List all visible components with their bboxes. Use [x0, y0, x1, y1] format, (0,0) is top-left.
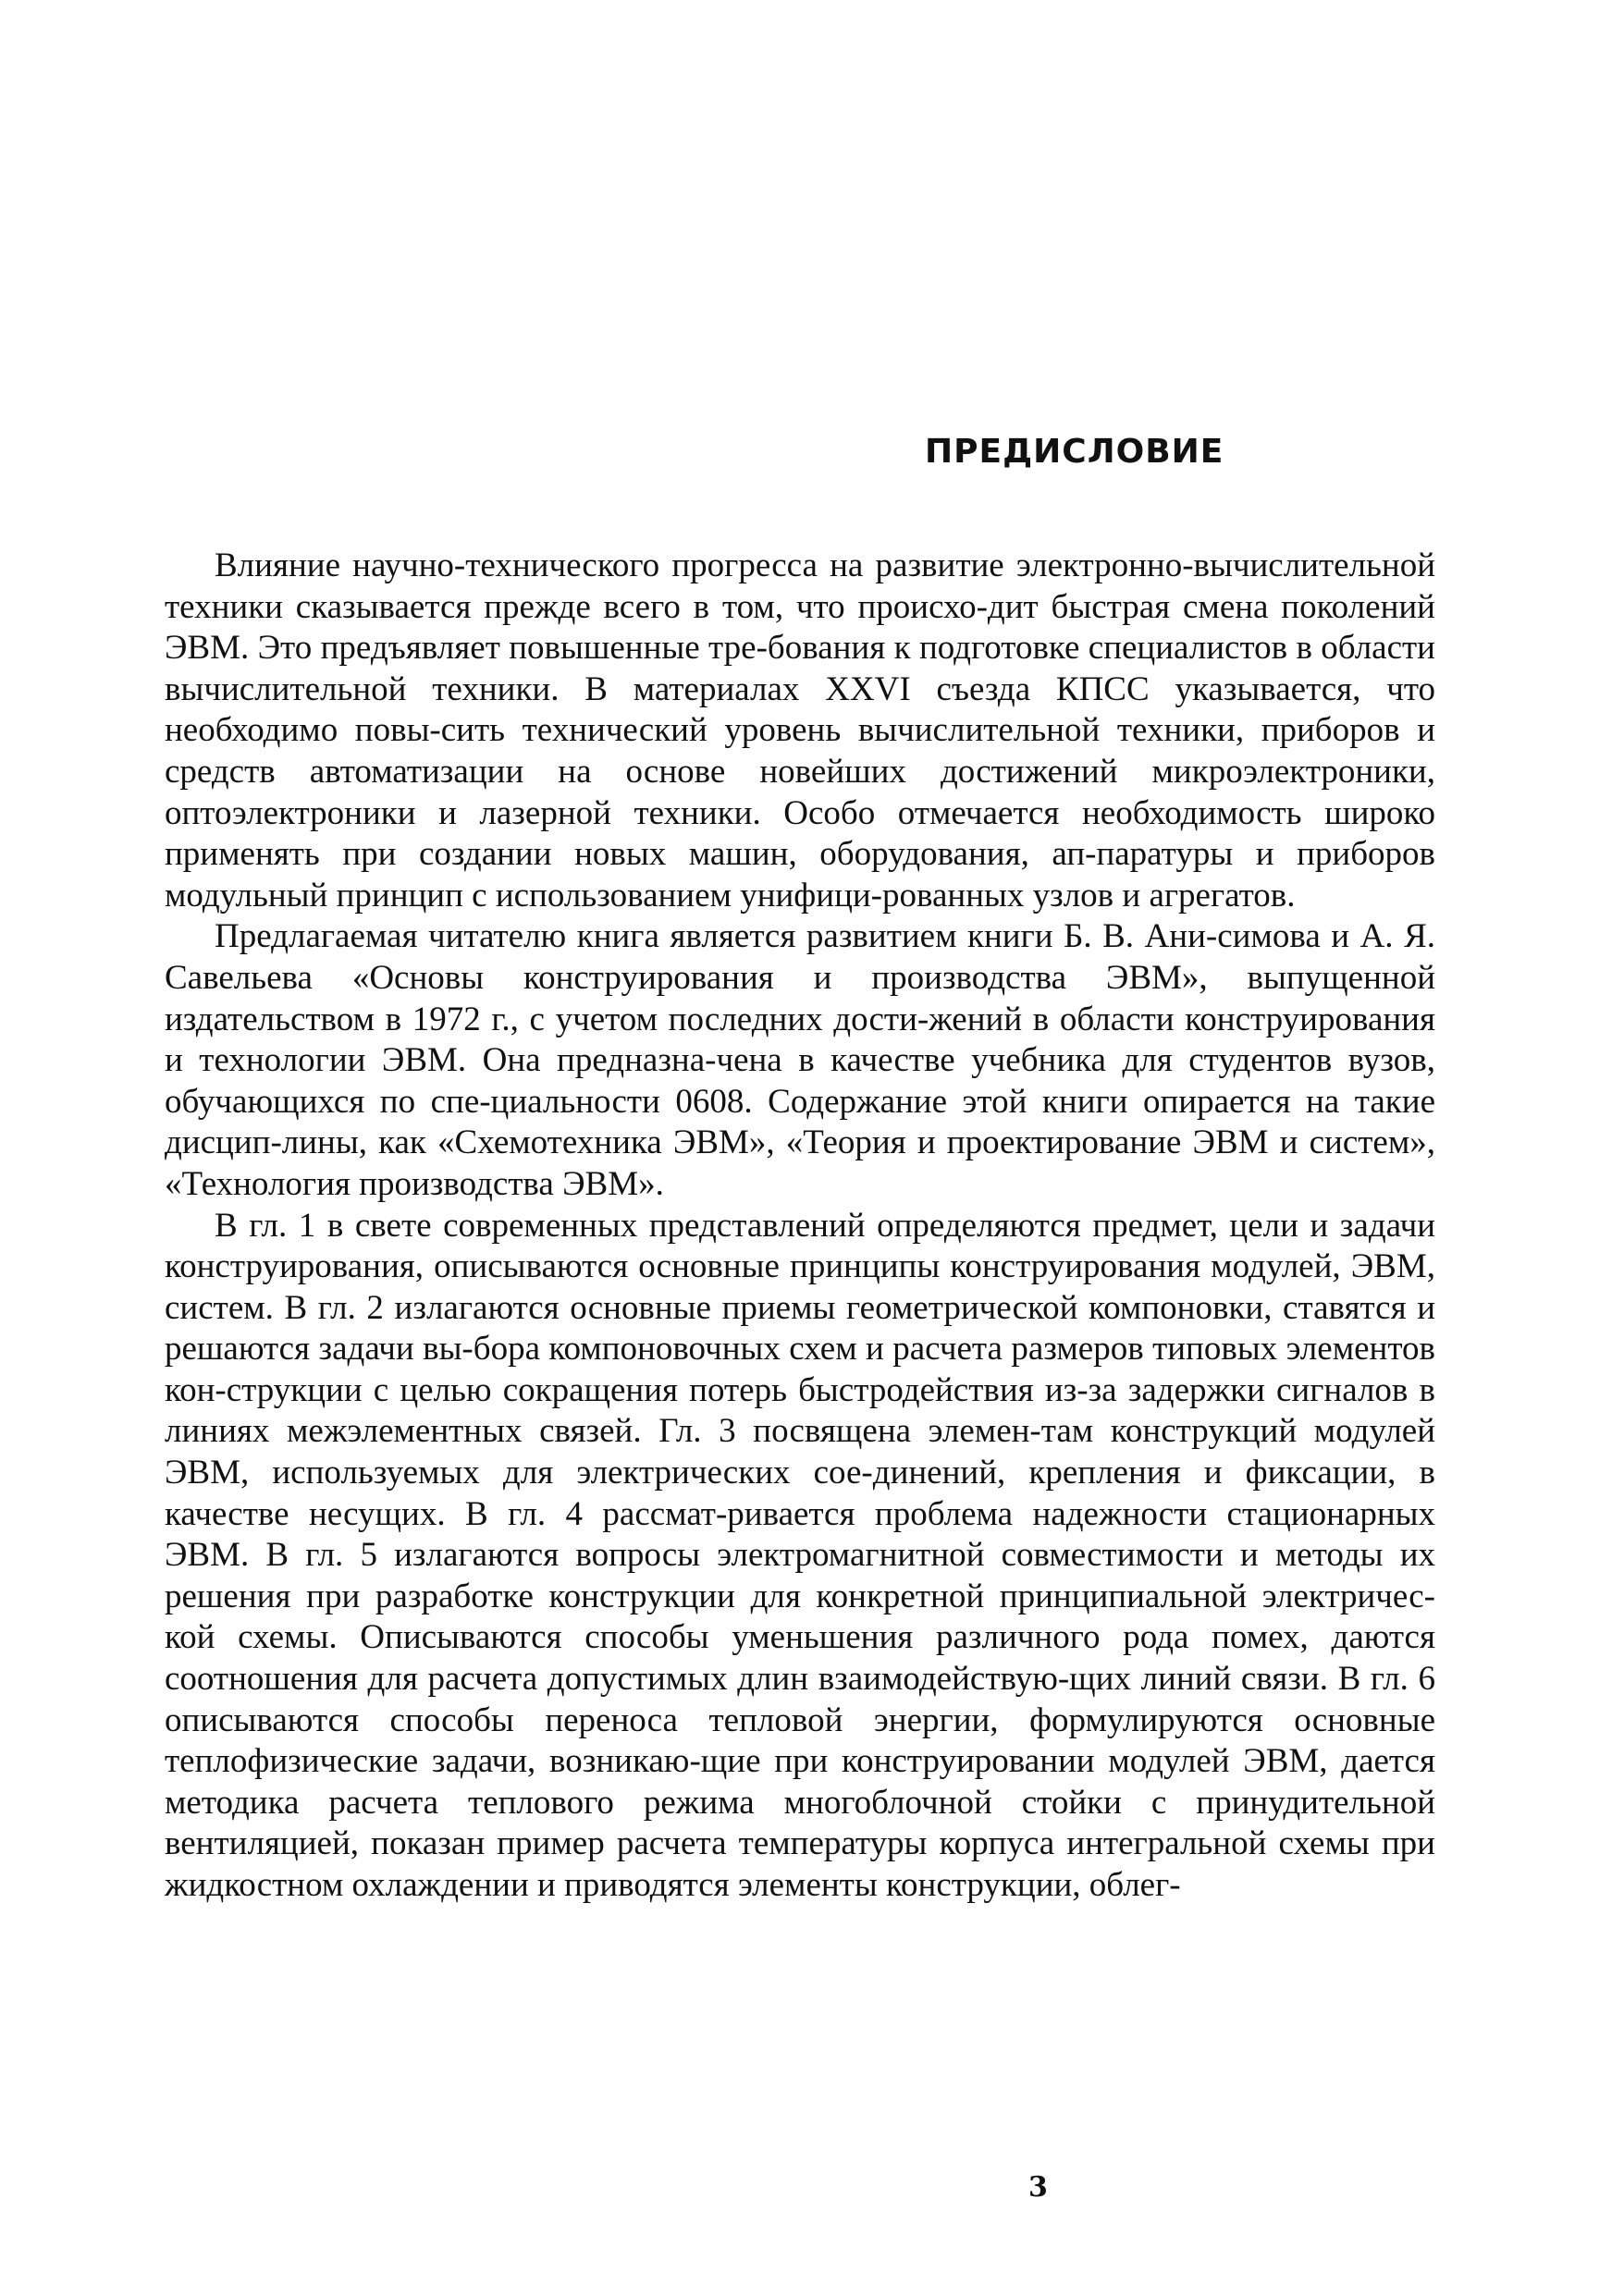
paragraph: В гл. 1 в свете современных представлений определяются предмет, цели и задачи конструирования, описываются основные принципы конструирования модулей, ЭВМ, систем. В гл. 2 излагаются основные приемы геометрической компоновки, ставятся и решаются задачи вы-бора компоновочных схем и расчета размеров типовых элементов кон-струкции с целью сокращения потерь быстродействия из-за задержки сигналов в линиях межэлементных связей. Гл. 3 посвящена элемен-там конструкций модулей ЭВМ, используемых для электрических сое-динений, крепления и фиксации, в качестве несущих. В гл. 4 рассмат-ривается проблема надежности стационарных ЭВМ. В гл. 5 излагаются вопросы электромагнитной совместимости и методы их решения при разработке конструкции для конкретной принципиальной электричес-кой схемы. Описываются способы уменьшения различного рода помех, даются соотношения для расчета допустимых длин взаимодействую-щих линий связи. В гл. 6 описываются способы переноса тепловой энергии, формулируются основные теплофизические задачи, возникаю-щие при конструировании модулей ЭВМ, дается методика расчета теплового режима многоблочной стойки с принудительной вентиляцией, показан пример расчета температуры корпуса интегральной схемы при жидкостном охлаждении и приводятся элементы конструкции, облег-	[165, 1206, 1435, 1904]
paragraph: Влияние научно-технического прогресса на развитие электронно-вычислительной техники сказывается прежде всего в том, что происхо-дит быстрая смена поколений ЭВМ. Это предъявляет повышенные тре-бования к подготовке специалистов в области вычислительной техники. В материалах XXVI съезда КПСС указывается, что необходимо повы-сить технический уровень вычислительной техники, приборов и средств автоматизации на основе новейших достижений микроэлектроники, оптоэлектроники и лазерной техники. Особо отмечается необходимость широко применять при создании новых машин, оборудования, ап-паратуры и приборов модульный принцип с использованием унифици-рованных узлов и агрегатов.	[165, 546, 1435, 915]
paragraph: Предлагаемая читателю книга является развитием книги Б. В. Ани-симова и А. Я. Савельева «Основы конструирования и производства ЭВМ», выпущенной издательством в 1972 г., с учетом последних дости-жений в области конструирования и технологии ЭВМ. Она предназна-чена в качестве учебника для студентов вузов, обучающихся по спе-циальности 0608. Содержание этой книги опирается на такие дисцип-лины, как «Схемотехника ЭВМ», «Теория и проектирование ЭВМ и систем», «Технология производства ЭВМ».	[165, 917, 1435, 1203]
page-title: ПРЕДИСЛОВИЕ	[925, 433, 1224, 471]
page-number: 3	[1028, 2171, 1048, 2204]
body-text	[165, 546, 1435, 1907]
